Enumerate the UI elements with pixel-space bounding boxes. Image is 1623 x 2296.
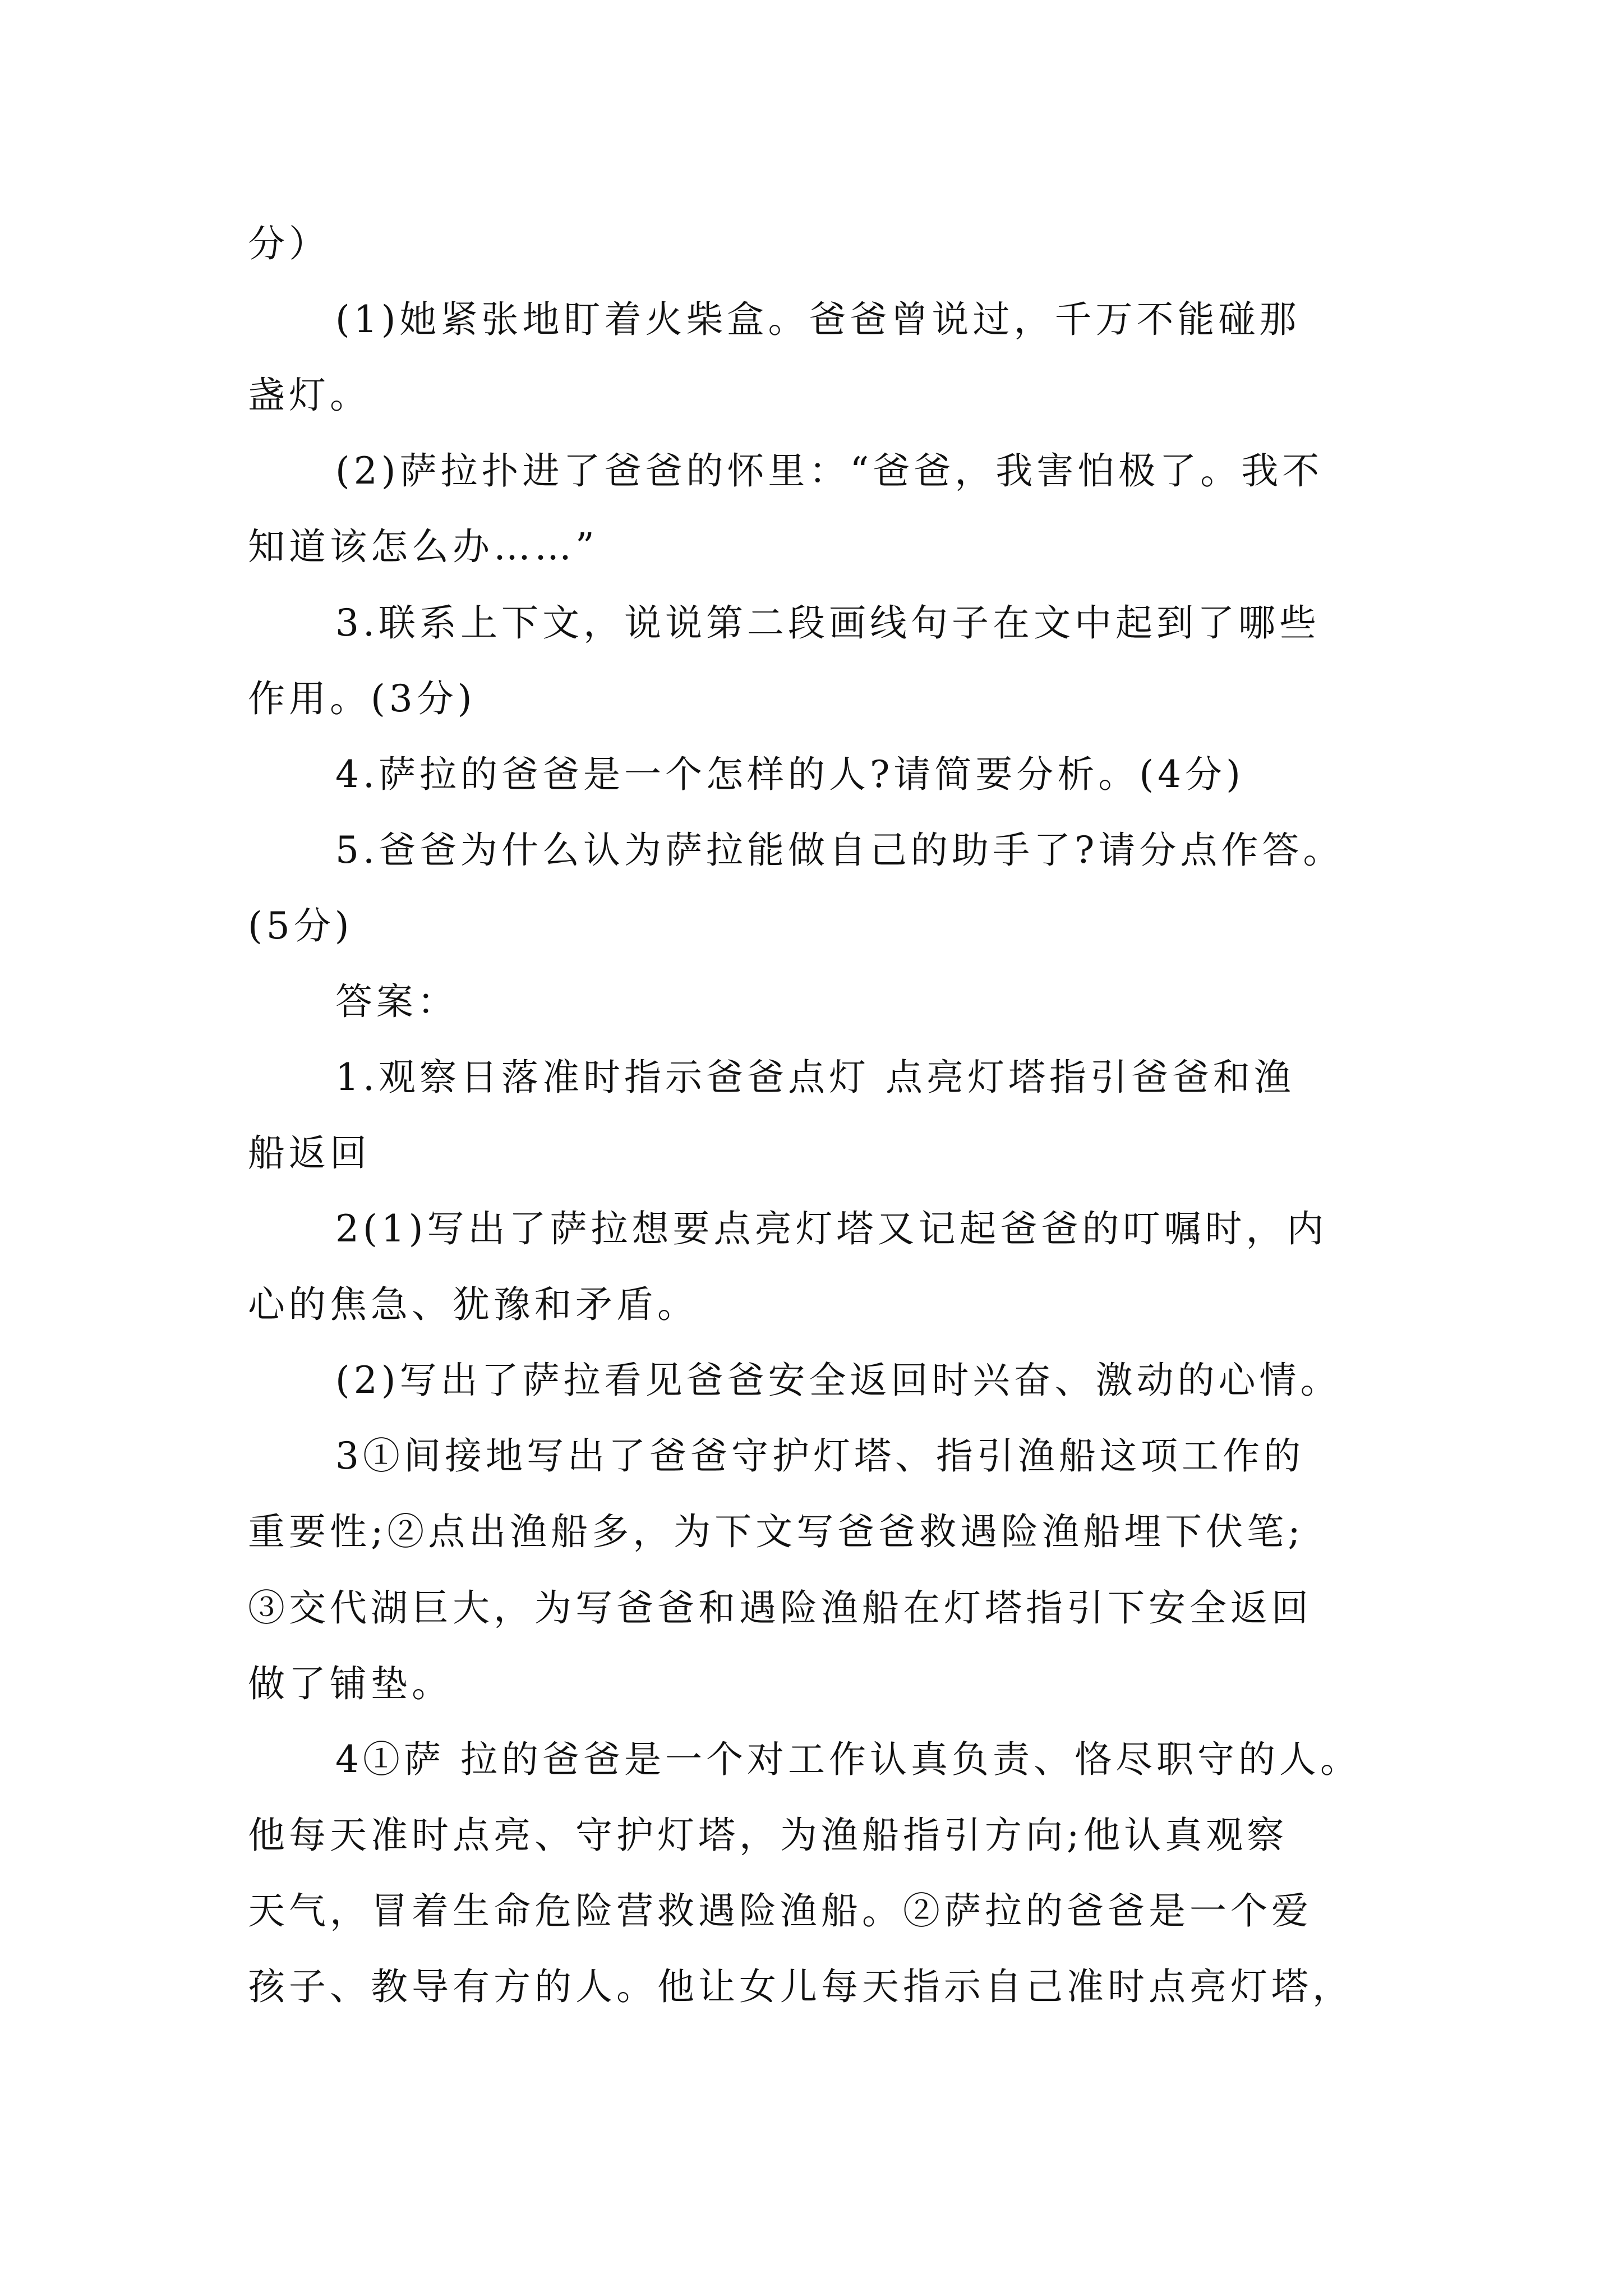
text-line-21: 4①萨 拉的爸爸是一个对工作认真负责、恪尽职守的人。 <box>335 1738 1361 1781</box>
text-line-24: 孩子、教导有方的人。他让女儿每天指示自己准时点亮灯塔， <box>248 1965 1353 2008</box>
text-line-15: 心的焦急、犹豫和矛盾。 <box>248 1283 698 1326</box>
text-line-22: 他每天准时点亮、守护灯塔，为渔船指引方向;他认真观察 <box>248 1814 1288 1857</box>
text-line-13: 船返回 <box>248 1131 371 1175</box>
text-line-4: (2)萨拉扑进了爸爸的怀里：“爸爸，我害怕极了。我不 <box>335 449 1324 493</box>
text-line-16: (2)写出了萨拉看见爸爸安全返回时兴奋、激动的心情。 <box>335 1359 1341 1402</box>
text-line-1: 分） <box>248 222 330 265</box>
text-line-8: 4.萨拉的爸爸是一个怎样的人?请简要分析。(4分) <box>335 753 1244 796</box>
text-line-2: (1)她紧张地盯着火柴盒。爸爸曾说过，千万不能碰那 <box>335 298 1301 341</box>
text-line-20: 做了铺垫。 <box>248 1662 453 1705</box>
text-line-12: 1.观察日落准时指示爸爸点灯 点亮灯塔指引爸爸和渔 <box>335 1056 1295 1099</box>
text-line-3: 盏灯。 <box>248 374 371 417</box>
text-line-14: 2(1)写出了萨拉想要点亮灯塔又记起爸爸的叮嘱时，内 <box>335 1207 1328 1250</box>
text-line-9: 5.爸爸为什么认为萨拉能做自己的助手了?请分点作答。 <box>335 829 1344 872</box>
text-line-19: ③交代湖巨大，为写爸爸和遇险渔船在灯塔指引下安全返回 <box>248 1586 1312 1630</box>
text-line-5: 知道该怎么办……” <box>248 525 598 568</box>
text-line-23: 天气，冒着生命危险营救遇险渔船。②萨拉的爸爸是一个爱 <box>248 1889 1312 1932</box>
text-line-18: 重要性;②点出渔船多，为下文写爸爸救遇险渔船埋下伏笔; <box>248 1510 1304 1553</box>
text-line-17: 3①间接地写出了爸爸守护灯塔、指引渔船这项工作的 <box>335 1434 1304 1478</box>
text-line-10: (5分) <box>248 904 353 947</box>
text-line-7: 作用。(3分) <box>248 677 476 720</box>
text-line-6: 3.联系上下文，说说第二段画线句子在文中起到了哪些 <box>335 601 1320 645</box>
answer-heading: 答案： <box>335 980 458 1023</box>
